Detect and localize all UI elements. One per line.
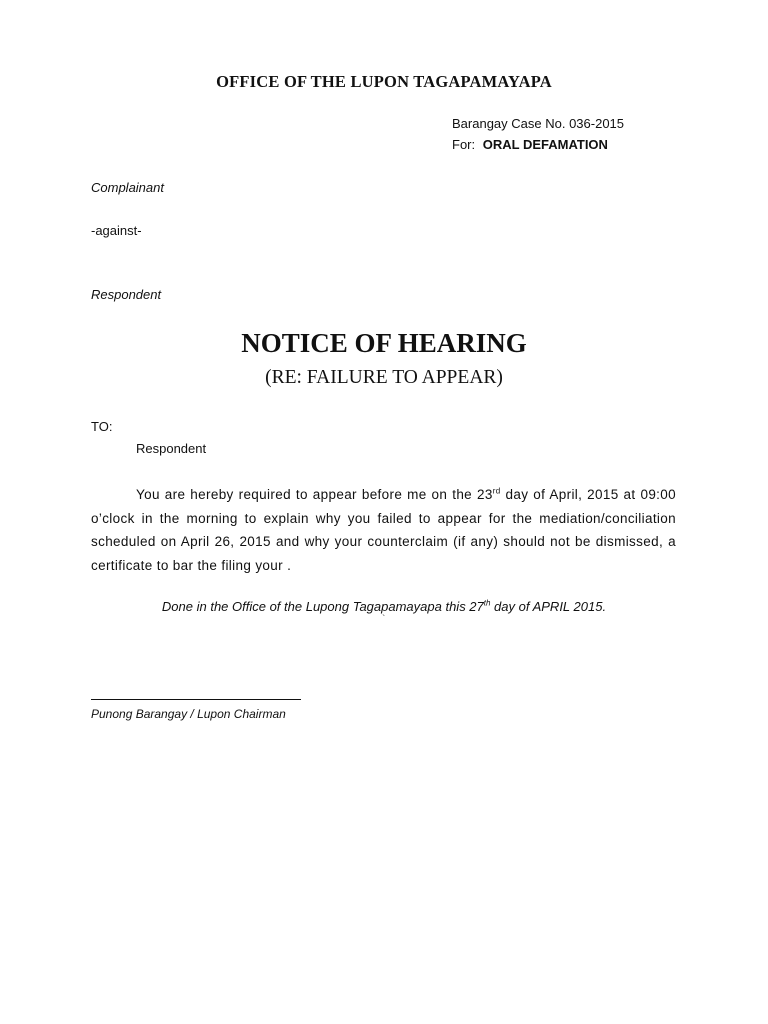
case-subject-value: ORAL DEFAMATION <box>482 137 608 152</box>
complainant-label: Complainant <box>91 180 164 195</box>
notice-subtitle: (RE: FAILURE TO APPEAR) <box>265 367 503 388</box>
body-paragraph <box>91 483 676 577</box>
office-title: OFFICE OF THE LUPON TAGAPAMAYAPA <box>216 72 552 91</box>
done-ordinal: th <box>483 598 491 608</box>
body-text-part2: day of April, 2015 at 09:00 o’clock in the morning to explain why you failed to appear for the mediation/conciliation scheduled on April 26, 2015 and why your counterclaim (if any) should not be dismissed, a certificate to bar the filing your . <box>91 487 676 573</box>
body-text-part1: You are hereby required to appear before me on the 23 <box>136 487 493 502</box>
respondent-label: Respondent <box>91 287 162 302</box>
done-text-part2: day of APRIL 2015. <box>490 599 607 614</box>
against-label: -against- <box>91 223 142 238</box>
signature-label: Punong Barangay / Lupon Chairman <box>91 707 286 721</box>
stray-mark: ` <box>382 614 386 625</box>
done-line <box>0 599 768 614</box>
body-ordinal: rd <box>492 486 501 496</box>
case-subject <box>452 137 608 152</box>
case-subject-label: For: <box>452 137 476 152</box>
done-text-part1: Done in the Office of the Lupong Tagapamayapa this 27 <box>161 599 484 614</box>
addressee-name: Respondent <box>136 441 207 456</box>
to-label: TO: <box>91 419 113 434</box>
signature-line <box>91 699 301 700</box>
notice-title: NOTICE OF HEARING <box>241 328 527 358</box>
case-number: Barangay Case No. 036-2015 <box>452 116 625 131</box>
